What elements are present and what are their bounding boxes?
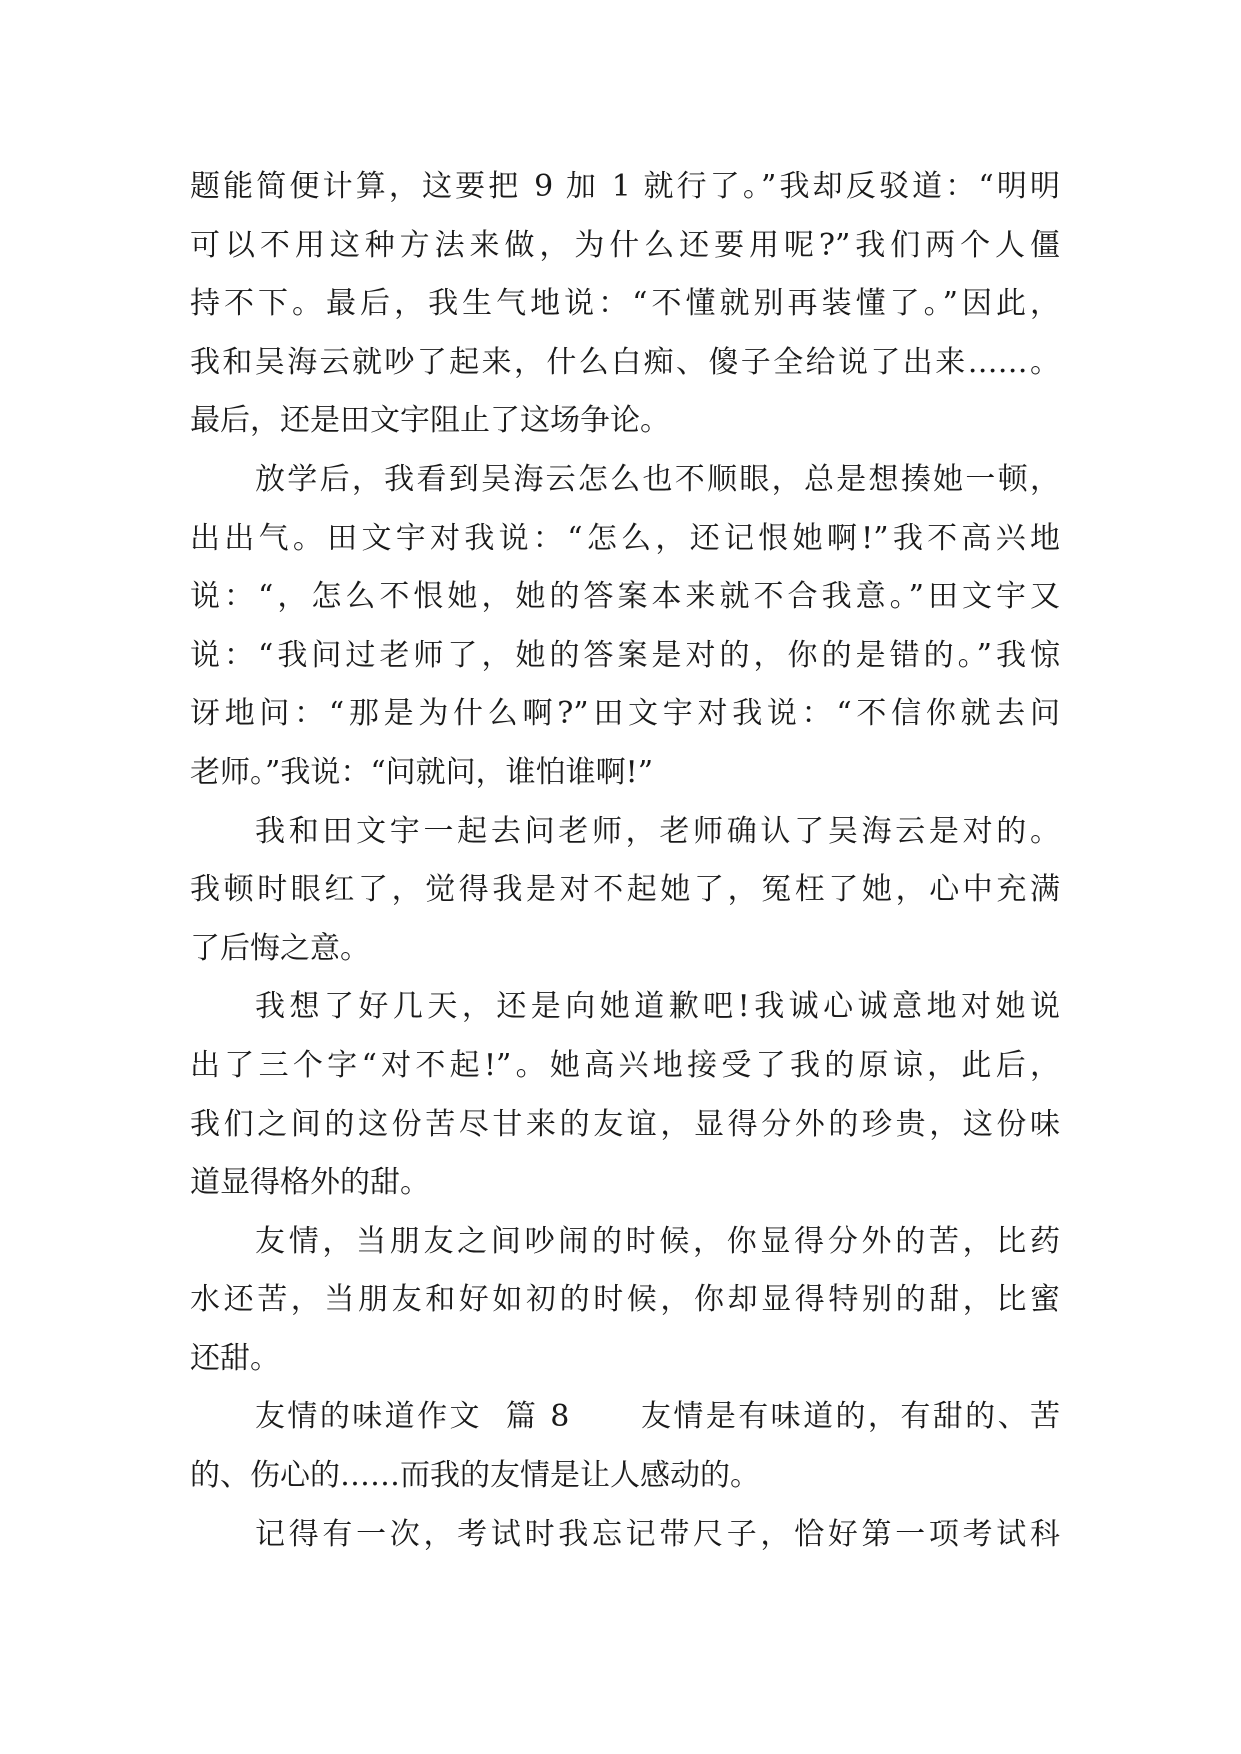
text-line: 放学后，我看到吴海云怎么也不顺眼，总是想揍她一顿，	[255, 461, 1060, 497]
text-line: 说：“，怎么不恨她，她的答案本来就不合我意。”田文宇又	[190, 579, 1060, 615]
text-line: 可以不用这种方法来做，为什么还要用呢?”我们两个人僵	[190, 227, 1060, 263]
text-line: 题能简便计算，这要把 9 加 1 就行了。”我却反驳道：“明明	[190, 169, 1060, 204]
text-line: 我和田文宇一起去问老师，老师确认了吴海云是对的。	[255, 813, 1060, 849]
text-line: 我顿时眼红了，觉得我是对不起她了，冤枉了她，心中充满	[190, 872, 1060, 908]
paragraph	[190, 803, 1060, 979]
text-line: 的、伤心的……而我的友情是让人感动的。	[190, 1458, 760, 1494]
text-line: 持不下。最后，我生气地说：“不懂就别再装懂了。”因此，	[190, 286, 1060, 322]
text-line: 我和吴海云就吵了起来，什么白痴、傻子全给说了出来……。	[190, 344, 1060, 380]
paragraph	[190, 1388, 1060, 1505]
text-line: 出出气。田文宇对我说：“怎么，还记恨她啊!”我不高兴地	[190, 520, 1060, 556]
text-line: 了后悔之意。	[190, 930, 370, 966]
text-line: 我想了好几天，还是向她道歉吧!我诚心诚意地对她说	[255, 989, 1060, 1025]
text-line: 讶地问：“那是为什么啊?”田文宇对我说：“不信你就去问	[190, 696, 1060, 732]
text-line: 出了三个字“对不起!”。她高兴地接受了我的原谅，此后，	[190, 1047, 1060, 1083]
text-line: 友情，当朋友之间吵闹的时候，你显得分外的苦，比药	[255, 1223, 1060, 1259]
paragraph	[190, 158, 1060, 451]
text-line: 水还苦，当朋友和好如初的时候，你却显得特别的甜，比蜜	[190, 1282, 1060, 1318]
essay-body	[190, 158, 1060, 1564]
text-line: 友情的味道作文 篇 8 友情是有味道的，有甜的、苦	[255, 1399, 1060, 1435]
text-line: 记得有一次，考试时我忘记带尺子，恰好第一项考试科	[255, 1516, 1060, 1552]
text-line: 还甜。	[190, 1340, 280, 1376]
paragraph	[190, 978, 1060, 1212]
text-line: 我们之间的这份苦尽甘来的友谊，显得分外的珍贵，这份味	[190, 1106, 1060, 1142]
paragraph	[190, 1213, 1060, 1389]
text-line: 说：“我问过老师了，她的答案是对的，你的是错的。”我惊	[190, 637, 1060, 673]
text-line: 老师。”我说：“问就问，谁怕谁啊!”	[190, 754, 654, 790]
paragraph	[190, 451, 1060, 803]
text-line: 最后，还是田文宇阻止了这场争论。	[190, 403, 670, 439]
paragraph	[190, 1506, 1060, 1565]
text-line: 道显得格外的甜。	[190, 1165, 430, 1201]
